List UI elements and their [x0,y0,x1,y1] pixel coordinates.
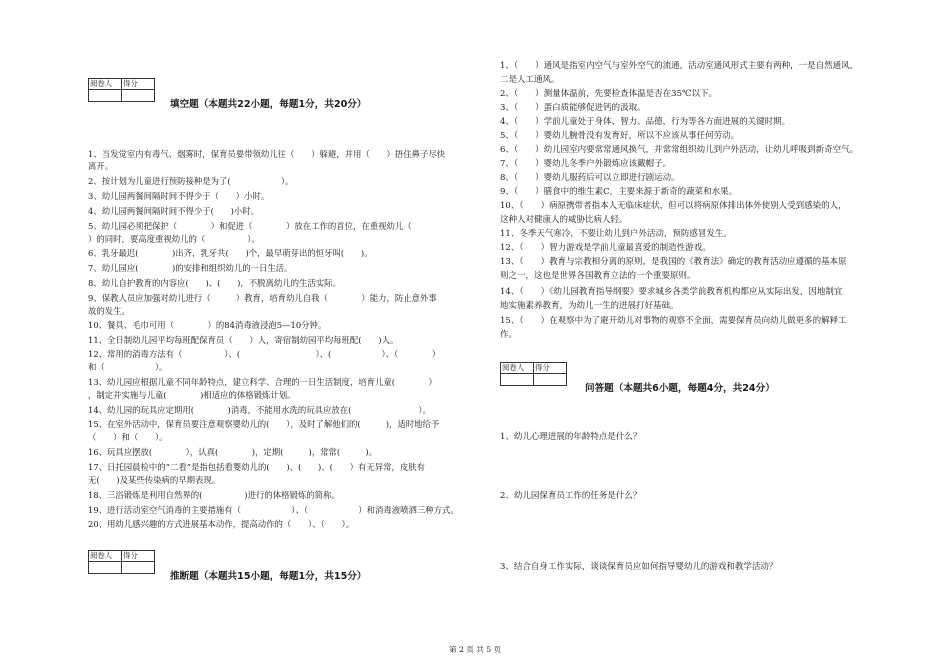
judge-line: 4、（ ）学前儿童处于身体、智力、品德，行为等各方面进展的关键时期。 [500,117,791,127]
judge-line: 二是人工通风。 [500,75,560,85]
score-box-score-label: 得分 [122,551,155,562]
judge-line: 6、（ ）幼儿园室内要常常通风换气，并常常组织幼儿到户外活动，让幼儿呼吸到新奇空气。 [500,145,859,155]
judge-line: 15、（ ）在观察中为了避开幼儿对事物的观察不全面，需要保育员向幼儿做更多的解释工 [500,316,847,326]
judge-line: 地实施素养教育，为幼儿一生的进展打好基础。 [500,301,679,311]
fill-line: 8、幼儿自护教育的内容应( )、( )，不脱离幼儿的生活实际。 [88,278,341,288]
qa-question: 3、结合自身工作实际，谈谈保育员应如何指导婴幼儿的游戏和教学活动？ [500,562,778,572]
score-box-score-label: 得分 [534,363,567,374]
fill-line: 11、全日制幼儿园平均每班配保育员（ ）人，寄宿制幼园平均每班配( )人。 [88,335,399,345]
fill-line: 3、幼儿园两餐间隔时间不得少于（ ）小时。 [88,191,270,201]
fill-section-title: 填空题（本题共22小题，每题1分，共20分） [170,99,367,110]
score-box-reviewer-label: 阅卷人 [89,551,122,562]
fill-line: 20、用幼儿感兴趣的方式进展基本动作，提高动作的（ ）、（ ）。 [88,519,355,529]
fill-line: 18、三浴锻炼是利用自然界的( )进行的体格锻炼的简称。 [88,490,340,500]
judge-line: 11、冬季天气寒冷，不要让幼儿到户外活动，预防感冒发生。 [500,229,732,239]
score-box-judge [88,550,155,574]
score-box-fill [88,78,155,102]
score-box-reviewer-cell [89,562,122,574]
score-box-score-cell [122,90,155,102]
score-box-reviewer-label: 阅卷人 [501,363,534,374]
fill-line: 2、按计划为儿童进行预防接种是为了( ）。 [88,176,294,186]
page-footer: 第 2 页 共 5 页 [448,645,502,654]
fill-line: 10、餐具、毛巾可用（ ）的84消毒液浸泡5—10分钟。 [88,320,327,330]
fill-line: 6、乳牙最迟( )出齐，乳牙共( )个，最早萌芽出的恒牙叫( )。 [88,248,373,258]
judge-section-title: 推断题（本题共15小题，每题1分，共15分） [170,571,367,582]
score-box-reviewer-label: 阅卷人 [89,79,122,90]
judge-line: 13、（ ）教育与宗教相分离的原则，是我国的《教育法》确定的教育活动应遵循的基本原 [500,257,847,267]
fill-line: 离开。 [88,161,114,171]
score-box-score-cell [122,562,155,574]
judge-line: 14、（ ）《幼儿园教育指导纲要》要求城乡各类学前教育机构都应从实际出发，因地制宜 [500,287,843,297]
judge-line: 则之一，这也是世界各国教育立法的一个重要原则。 [500,271,696,281]
fill-line: ）的同时，要高度重视幼儿的（ ）。 [88,234,260,244]
judge-line: 这种人对健康人的威胁比病人轻。 [500,215,628,225]
fill-line: 7、幼儿园应( )的安排和组织幼儿的一日生活。 [88,263,293,273]
judge-line: 8、（ ）婴幼儿服药后可以立即进行剧运动。 [500,173,680,183]
judge-line: 5、（ ）婴幼儿腕骨没有发育好，所以不应该从事任何劳动。 [500,131,740,141]
score-box-score-cell [534,374,567,386]
qa-section-title: 问答题（本题共6小题，每题4分，共24分） [585,383,775,394]
fill-line: 故的发生。 [88,306,130,316]
judge-line: 2、（ ）测量体温前，先要检查体温是否在35℃以下。 [500,89,717,99]
fill-line: 14、幼儿园的玩具应定期用( )消毒，不能用水洗的玩具应放在( ）。 [88,405,431,415]
judge-line: 1、（ ）通风是指室内空气与室外空气的流通，活动室通风形式主要有两种，一是自然通风， [500,61,859,71]
fill-line: 4、幼儿园两餐间隔时间不得少于( )小时。 [88,206,259,216]
fill-line: 13、幼儿园应根据儿童不同年龄特点，建立科学、合理的一日生活制度，培育儿童( ） [88,377,437,387]
judge-line: 3、（ ）蛋白质能够促进钙的汲取。 [500,103,646,113]
fill-line: 1、当发觉室内有毒气、烟雾时，保育员要带领幼儿往（ ）躲避，并用（ ）捂住鼻子尽快 [88,149,446,159]
fill-line: 16、玩具应摆放( ），认真( )，定期( )，常常( )。 [88,447,377,457]
fill-line: 和（ ）。 [88,362,168,372]
judge-line: 作。 [500,330,518,340]
fill-line: 15、在室外活动中，保育员要注意观察婴幼儿的( ），及时了解他们的( )，适时地给予 [88,419,440,429]
qa-question: 2、幼儿园保育员工作的任务是什么？ [500,491,642,501]
fill-line: ，制定并实施与儿童( )相适应的体格锻炼计划。 [88,390,296,400]
fill-line: （ ）和（ ）。 [88,432,168,442]
fill-line: 无( )及某些传染病的早期表现。 [88,475,221,485]
fill-line: 12、常用的消毒方法有（ ）、( ）、( ）、（ ） [88,349,441,359]
fill-line: 19、进行活动室空气消毒的主要措施有（ ）、（ ）和消毒液喷洒三种方式。 [88,505,459,515]
fill-line: 17、日托园晨检中的“二看”是指包括看婴幼儿的( )、( )、( ）有无异常，皮肤有 [88,462,426,472]
fill-line: 9、保教人员应加强对幼儿进行（ ）教育，培育幼儿自我（ ）能力，防止意外事 [88,293,437,303]
score-box-score-label: 得分 [122,79,155,90]
judge-line: 12、（ ）智力游戏是学前儿童最喜爱的制造性游戏。 [500,243,711,253]
fill-line: 5、幼儿园必须把保护（ ）和促进（ ）放在工作的首位，在重视幼儿（ [88,221,412,231]
score-box-qa [500,362,567,386]
judge-line: 7、（ ）婴幼儿冬季户外锻炼应该戴帽子。 [500,159,672,169]
judge-line: 10、（ ）病原携带者指本人无临床症状，但可以将病原体排出体外使别人受到感染的人， [500,201,847,211]
qa-question: 1、幼儿心理进展的年龄特点是什么？ [500,432,642,442]
score-box-reviewer-cell [501,374,534,386]
score-box-reviewer-cell [89,90,122,102]
judge-line: 9、（ ）膳食中的维生素C，主要来源于新奇的蔬菜和水果。 [500,187,738,197]
